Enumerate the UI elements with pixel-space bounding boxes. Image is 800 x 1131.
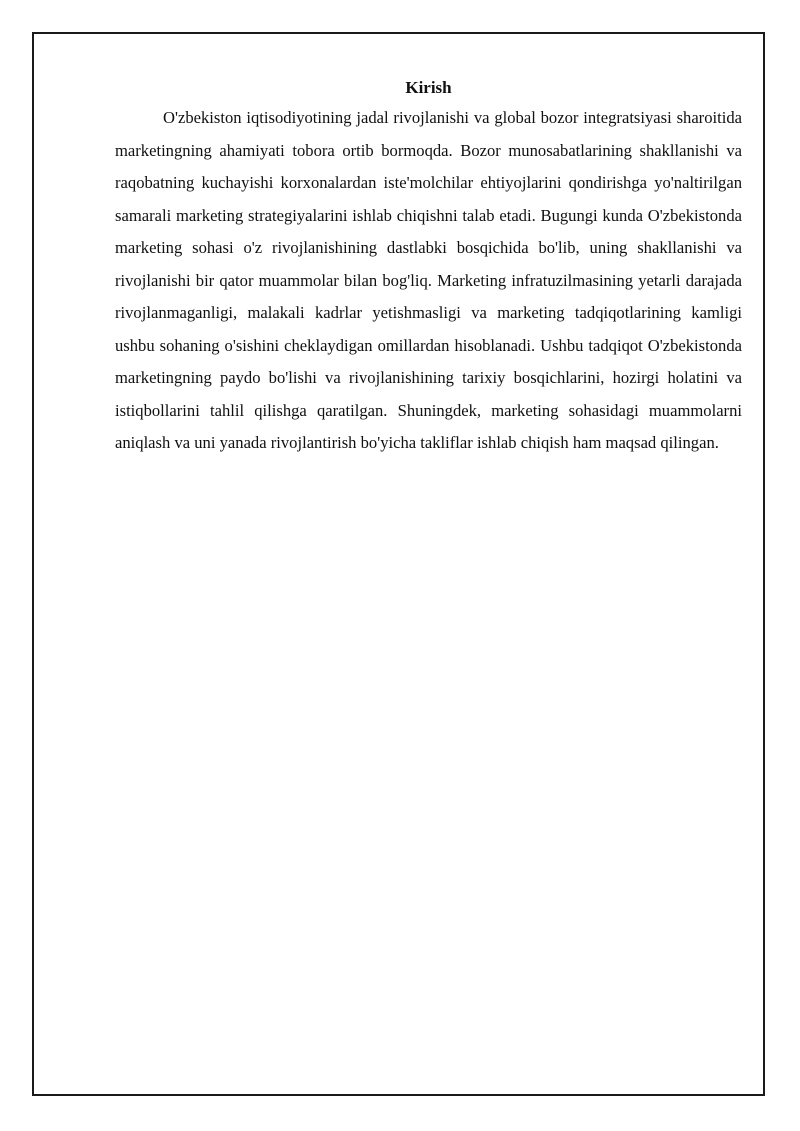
section-title: Kirish (405, 78, 452, 97)
document-body (115, 76, 742, 460)
intro-paragraph: O'zbekiston iqtisodiyotining jadal rivojlanishi va global bozor integratsiyasi sharoitida marketingning ahamiyati tobora ortib bormoqda. Bozor munosabatlarining shakllanishi va raqobatning kuchayishi korxonalardan iste'molchilar ehtiyojlarini qondirishga yo'naltirilgan samarali marketing strategiyalarini ishlab chiqishni talab etadi. Bugungi kunda O'zbekistonda marketing sohasi o'z rivojlanishining dastlabki bosqichida bo'lib, uning shakllanishi va rivojlanishi bir qator muammolar bilan bog'liq. Marketing infratuzilmasining yetarli darajada rivojlanmaganligi, malakali kadrlar yetishmasligi va marketing tadqiqotlarining kamligi ushbu sohaning o'sishini cheklaydigan omillardan hisoblanadi. Ushbu tadqiqot O'zbekistonda marketingning paydo bo'lishi va rivojlanishining tarixiy bosqichlarini, hozirgi holatini va istiqbollarini tahlil qilishga qaratilgan. Shuningdek, marketing sohasidagi muammolarni aniqlash va uni yanada rivojlantirish bo'yicha takliflar ishlab chiqish ham maqsad qilingan. (115, 108, 742, 452)
